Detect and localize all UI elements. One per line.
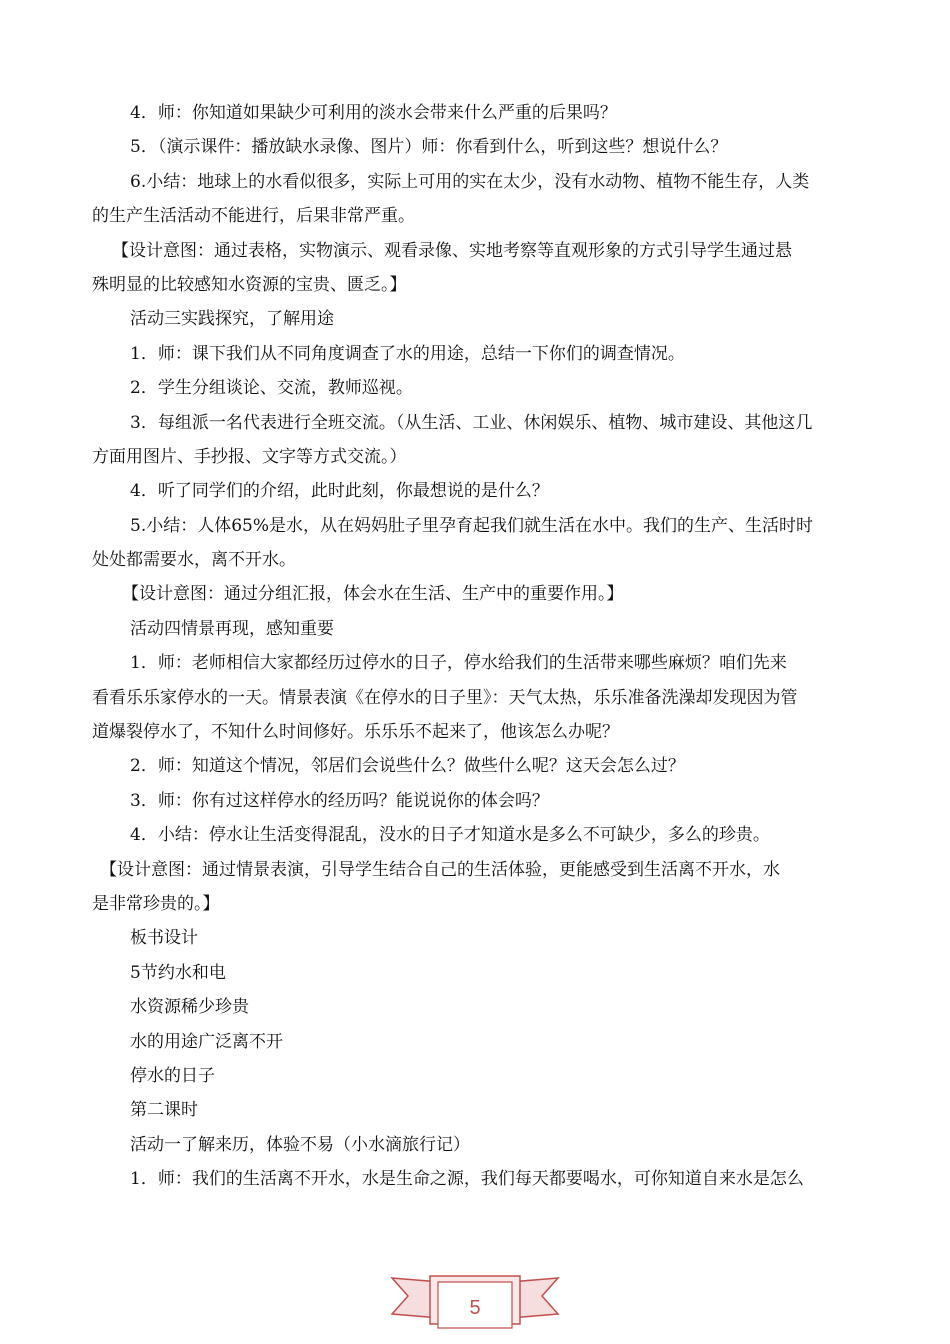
text-line: 处处都需要水，离不开水。 xyxy=(92,550,296,571)
text-line: 4．听了同学们的介绍，此时此刻，你最想说的是什么？ xyxy=(130,481,549,502)
text-line: 3．每组派一名代表进行全班交流。（从生活、工业、休闲娱乐、植物、城市建设、其他这几 xyxy=(130,412,813,433)
text-line: 1．师：我们的生活离不开水，水是生命之源，我们每天都要喝水，可你知道自来水是怎么 xyxy=(130,1169,804,1190)
board-line: 停水的日子 xyxy=(130,1065,215,1086)
text-line: 道爆裂停水了，不知什么时间修好。乐乐乐不起来了，他该怎么办呢？ xyxy=(92,722,619,743)
text-line: 看看乐乐家停水的一天。情景表演《在停水的日子里》：天气太热，乐乐准备洗澡却发现因为管 xyxy=(92,687,798,708)
design-intent-line: 【设计意图：通过情景表演，引导学生结合自己的生活体验，更能感受到生活离不开水，水 xyxy=(100,859,780,880)
board-line: 水资源稀少珍贵 xyxy=(130,997,249,1018)
text-line: 方面用图片、手抄报、文字等方式交流。） xyxy=(92,446,407,467)
section-heading: 活动四情景再现，感知重要 xyxy=(130,618,334,639)
design-intent-line: 是非常珍贵的。】 xyxy=(92,893,220,914)
design-intent-line: 【设计意图：通过分组汇报，体会水在生活、生产中的重要作用。】 xyxy=(122,584,624,605)
board-line: 5节约水和电 xyxy=(130,962,226,983)
text-line: 1．师：课下我们从不同角度调查了水的用途，总结一下你们的调查情况。 xyxy=(130,343,685,364)
text-line: 4．小结：停水让生活变得混乱，没水的日子才知道水是多么不可缺少，多么的珍贵。 xyxy=(130,825,770,846)
section-heading: 第二课时 xyxy=(130,1100,198,1121)
text-line: 的生产生活活动不能进行，后果非常严重。 xyxy=(92,206,415,227)
document-body xyxy=(92,96,860,1197)
text-line: 5.小结：人体65%是水，从在妈妈肚子里孕育起我们就生活在水中。我们的生产、生活时时 xyxy=(130,515,814,536)
design-intent-line: 殊明显的比较感知水资源的宝贵、匮乏。】 xyxy=(92,274,407,295)
page-number: 5 xyxy=(469,1297,481,1319)
section-heading: 活动三实践探究，了解用途 xyxy=(130,309,334,330)
text-line: 3．师：你有过这样停水的经历吗？能说说你的体会吗？ xyxy=(130,790,549,811)
text-line: 5．（演示课件：播放缺水录像、图片）师：你看到什么，听到这些？想说什么？ xyxy=(130,137,728,158)
text-line: 1．师：老师相信大家都经历过停水的日子，停水给我们的生活带来哪些麻烦？咱们先来 xyxy=(130,653,787,674)
section-heading: 活动一了解来历，体验不易（小水滴旅行记） xyxy=(130,1134,470,1155)
text-line: 4．师：你知道如果缺少可利用的淡水会带来什么严重的后果吗？ xyxy=(130,103,617,123)
design-intent-line: 【设计意图：通过表格，实物演示、观看录像、实地考察等直观形象的方式引导学生通过悬 xyxy=(112,240,792,261)
text-line: 6.小结：地球上的水看似很多，实际上可用的实在太少，没有水动物、植物不能生存，人类 xyxy=(130,171,810,192)
section-heading: 板书设计 xyxy=(130,928,198,949)
text-line: 2．师：知道这个情况，邻居们会说些什么？做些什么呢？这天会怎么过？ xyxy=(130,756,685,777)
board-line: 水的用途广泛离不开 xyxy=(130,1031,283,1052)
text-line: 2．学生分组谈论、交流，教师巡视。 xyxy=(130,378,413,399)
page-footer xyxy=(0,1268,950,1344)
